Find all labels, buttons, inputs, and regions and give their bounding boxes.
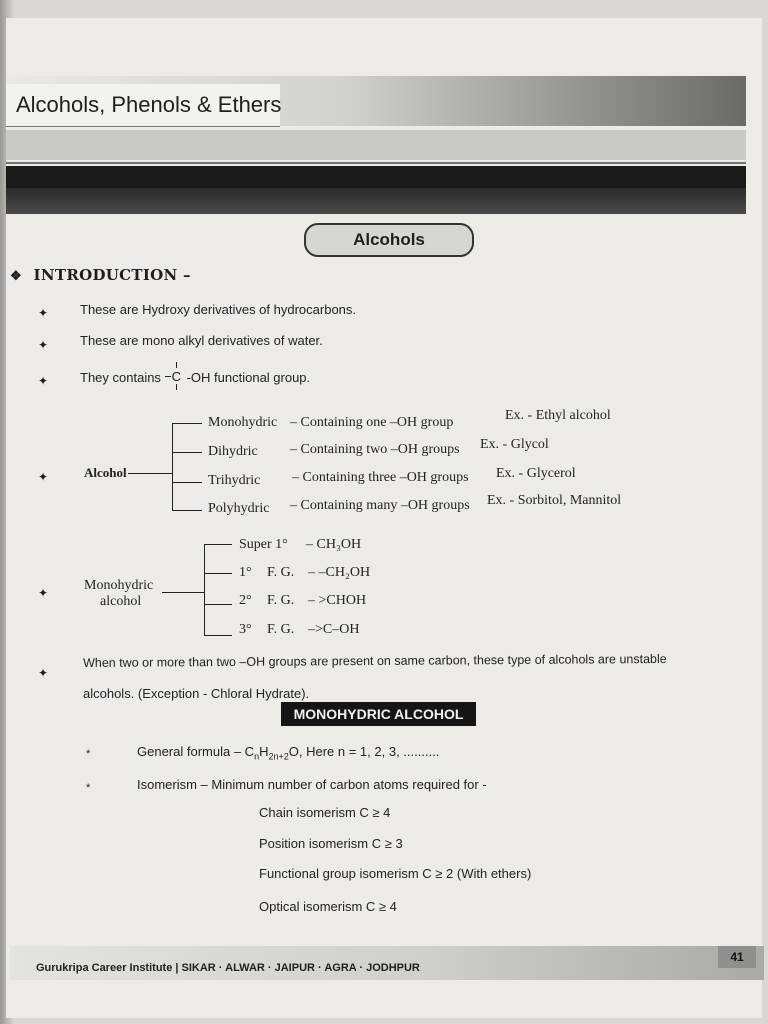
tree-branch: [172, 510, 202, 511]
footer-cities: SIKAR · ALWAR · JAIPUR · AGRA · JODHPUR: [181, 962, 420, 974]
introduction-heading: [10, 266, 191, 284]
bullet-icon: ✦: [38, 666, 49, 680]
tree-branch: [204, 604, 232, 605]
isomerism-item-chain: Chain isomerism C ≥ 4: [259, 805, 391, 820]
degree-formula: –>C–OH: [308, 622, 360, 637]
degree-label: Super 1°: [239, 537, 288, 552]
isomerism-item-functional: Functional group isomerism C ≥ 2 (With ethers): [259, 866, 532, 881]
tree-connector: [162, 592, 204, 593]
tree-branch: [204, 573, 232, 574]
alcohol-type-monohydric: Monohydric: [208, 415, 278, 430]
bullet-icon: ✦: [38, 306, 49, 320]
intro-point-3: [80, 370, 310, 385]
functional-group: -OH: [186, 370, 211, 385]
isomerism-item-optical: Optical isomerism C ≥ 4: [259, 899, 397, 914]
degree-label: 1°: [239, 565, 252, 580]
degree-formula: – CH₃OH: [306, 537, 362, 552]
alcohol-desc: – Containing two –OH groups: [290, 442, 460, 457]
alcohol-example: Ex. - Sorbitol, Mannitol: [487, 493, 622, 508]
degree-label: 3°: [239, 622, 252, 637]
fg-label: F. G.: [267, 565, 295, 580]
star-bullet-icon: *: [86, 748, 91, 760]
header-divider: [6, 162, 746, 164]
functional-group-suffix: functional group.: [214, 370, 311, 385]
monohydric-root-line2: alcohol: [100, 594, 142, 609]
header-grey-band: [6, 130, 746, 160]
tree-branch: [204, 635, 232, 636]
alcohol-example: Ex. - Ethyl alcohol: [505, 408, 611, 423]
star-bullet-icon: *: [86, 782, 91, 794]
degree-formula: – –CH₂OH: [308, 565, 371, 580]
general-formula-prefix: General formula – C: [137, 744, 255, 759]
bullet-icon: ✦: [38, 374, 49, 388]
bullet-icon: ✦: [38, 470, 49, 484]
alcohol-example: Ex. - Glycol: [480, 437, 549, 452]
tree-trunk: [204, 544, 205, 636]
tree-branch: [204, 544, 232, 545]
tree-branch: [172, 423, 202, 424]
alcohol-type-polyhydric: Polyhydric: [208, 501, 270, 516]
tree-branch: [172, 452, 202, 453]
monohydric-root-line1: Monohydric: [84, 578, 154, 593]
section-pill: Alcohols: [304, 223, 474, 257]
isomerism-item-position: Position isomerism C ≥ 3: [259, 836, 403, 851]
header-black-band: [6, 166, 746, 188]
general-formula-suffix: , Here n = 1, 2, 3, ..........: [298, 744, 440, 759]
introduction-heading-text: INTRODUCTION –: [33, 266, 191, 284]
fg-label: F. G.: [267, 593, 295, 608]
intro-point-1: These are Hydroxy derivatives of hydrocarbons.: [80, 302, 357, 317]
monohydric-heading: MONOHYDRIC ALCOHOL: [281, 702, 476, 726]
alcohol-tree-root: Alcohol: [84, 465, 127, 480]
alcohol-type-dihydric: Dihydric: [208, 444, 258, 459]
bullet-icon: ✦: [38, 586, 49, 600]
unstable-note-line2: alcohols. (Exception - Chloral Hydrate).: [83, 686, 310, 701]
fg-label: F. G.: [267, 622, 295, 637]
footer-separator: |: [175, 962, 179, 974]
footer: [36, 962, 420, 974]
isomerism-text: Isomerism – Minimum number of carbon atoms required for -: [137, 777, 487, 792]
general-formula: General formula – $C_nH_{2n+2}O$, Here n = 1, 2, 3, ..........: [137, 744, 440, 762]
tree-trunk: [172, 423, 173, 511]
bullet-icon: ✦: [38, 338, 49, 352]
carbon-bond-structure: C: [165, 370, 187, 384]
header-dark-band: [6, 188, 746, 214]
tree-branch: [172, 482, 202, 483]
unstable-note-line1: When two or more than two –OH groups are present on same carbon, these type of alcohols are unstable: [83, 651, 667, 670]
footer-institute: Gurukripa Career Institute: [36, 962, 173, 974]
intro-point-2: These are mono alkyl derivatives of water.: [80, 333, 323, 348]
chapter-title: Alcohols, Phenols & Ethers: [16, 92, 282, 117]
alcohol-example: Ex. - Glycerol: [496, 466, 576, 481]
alcohol-type-trihydric: Trihydric: [208, 473, 261, 488]
alcohol-desc: – Containing three –OH groups: [292, 470, 469, 485]
degree-label: 2°: [239, 593, 252, 608]
page-number: 41: [718, 946, 756, 968]
degree-formula: – >CHOH: [308, 593, 367, 608]
intro-point-3-text: They contains: [80, 370, 161, 385]
diamond-bullet-icon: ❖: [10, 269, 22, 284]
tree-connector: [128, 473, 172, 474]
alcohol-desc: – Containing many –OH groups: [290, 498, 470, 513]
alcohol-desc: – Containing one –OH group: [290, 415, 454, 430]
